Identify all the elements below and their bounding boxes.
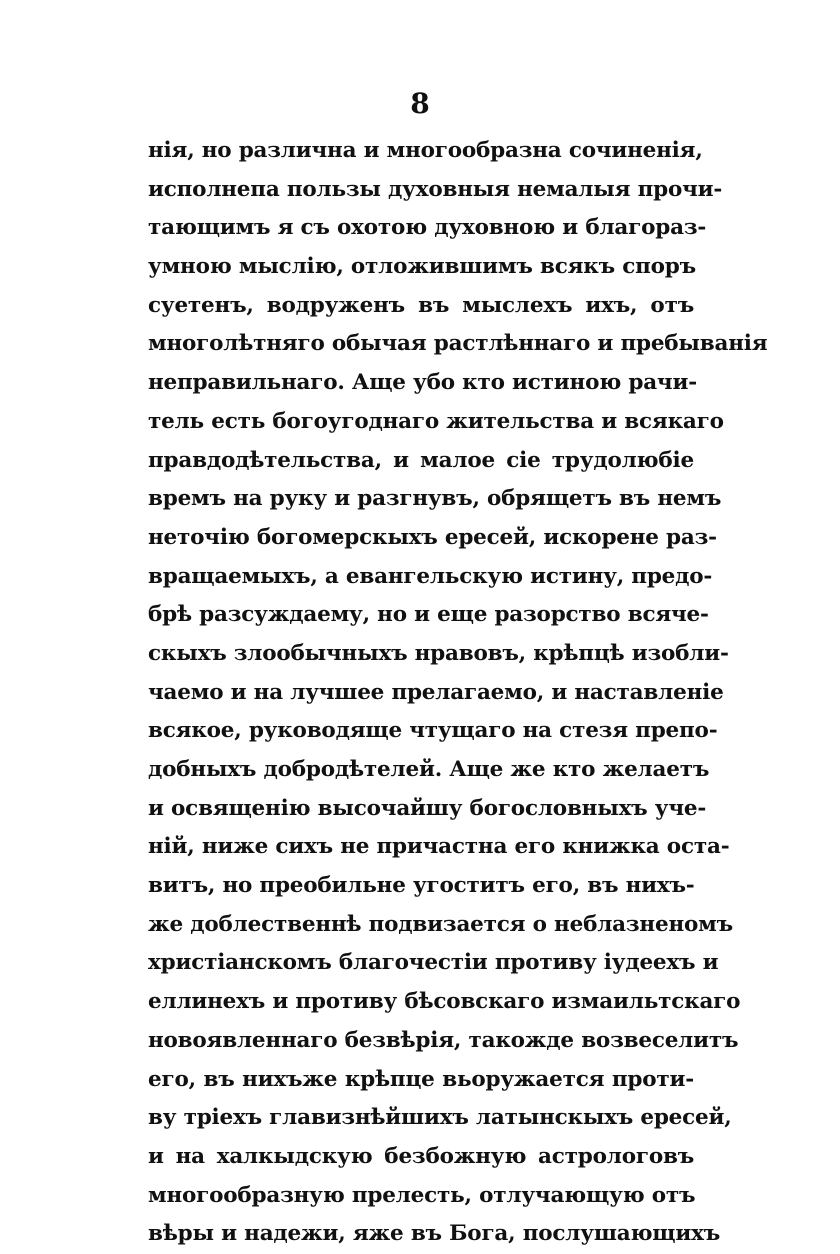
text-line: же доблественнѣ подвизается о неблазненомъ xyxy=(148,911,733,937)
text-line: умною мыслію, отложившимъ всякъ споръ xyxy=(148,254,696,280)
text-line: и на халкыдскую безбожную астрологовъ xyxy=(148,1143,694,1169)
text-line: времъ на руку и разгнувъ, обрящетъ въ немъ xyxy=(148,486,722,512)
text-line: всякое, руководяще чтущаго на стезя препо- xyxy=(148,718,718,744)
text-line: чаемо и на лучшее прелагаемо, и наставленіе xyxy=(148,679,724,705)
text-line: вѣры и надежи, яже въ Бога, послушающихъ xyxy=(148,1221,721,1247)
text-line: ву тріехъ главизнѣйшихъ латынскыхъ ересей, xyxy=(148,1105,732,1131)
text-line: неточію богомерскыхъ ересей, искорене раз- xyxy=(148,524,717,550)
text-line: христіанскомъ благочестіи противу іудеехъ и xyxy=(148,950,719,976)
body-text xyxy=(148,132,768,1254)
text-line: новоявленнаго безвѣрія, такожде возвеселитъ xyxy=(148,1027,739,1053)
text-line: тающимъ я съ охотою духовною и благораз- xyxy=(148,215,707,241)
text-line: неправильнаго. Аще убо кто истиною рачи- xyxy=(148,370,697,396)
text-line: вращаемыхъ, а евангельскую истину, предо- xyxy=(148,563,713,589)
text-line: брѣ разсуждаему, но и еще разорство всяче- xyxy=(148,602,709,628)
text-line: ній, ниже сихъ не причастна его книжка оста- xyxy=(148,834,730,860)
text-line: многообразную прелесть, отлучающую отъ xyxy=(148,1182,696,1208)
text-line: еллинехъ и противу бѣсовскаго измаильтскаго xyxy=(148,989,741,1015)
page-number: 8 xyxy=(410,87,430,120)
text-line: нія, но различна и многообразна сочиненія, xyxy=(148,138,703,163)
text-line: витъ, но преобильне угоститъ его, въ нихъ- xyxy=(148,873,695,899)
text-line: его, въ нихъже крѣпце вьоружается проти- xyxy=(148,1066,694,1092)
text-line: исполнепа пользы духовныя немалыя прочи- xyxy=(148,176,723,202)
text-line: добныхъ добродѣтелей. Аще же кто желаетъ xyxy=(148,757,710,782)
text-line: и освященію высочайшу богословныхъ уче- xyxy=(148,795,707,821)
text-line: правдодѣтельства, и малое сіе трудолюбіе xyxy=(148,447,694,473)
text-line: многолѣтняго обычая растлѣннаго и пребыванія xyxy=(148,331,768,357)
text-line: скыхъ злообычныхъ нравовъ, крѣпцѣ изобли- xyxy=(148,640,729,666)
text-line: суетенъ, водруженъ въ мыслехъ ихъ, отъ xyxy=(148,292,694,318)
text-line: тель есть богоугоднаго жительства и всякаго xyxy=(148,408,724,434)
